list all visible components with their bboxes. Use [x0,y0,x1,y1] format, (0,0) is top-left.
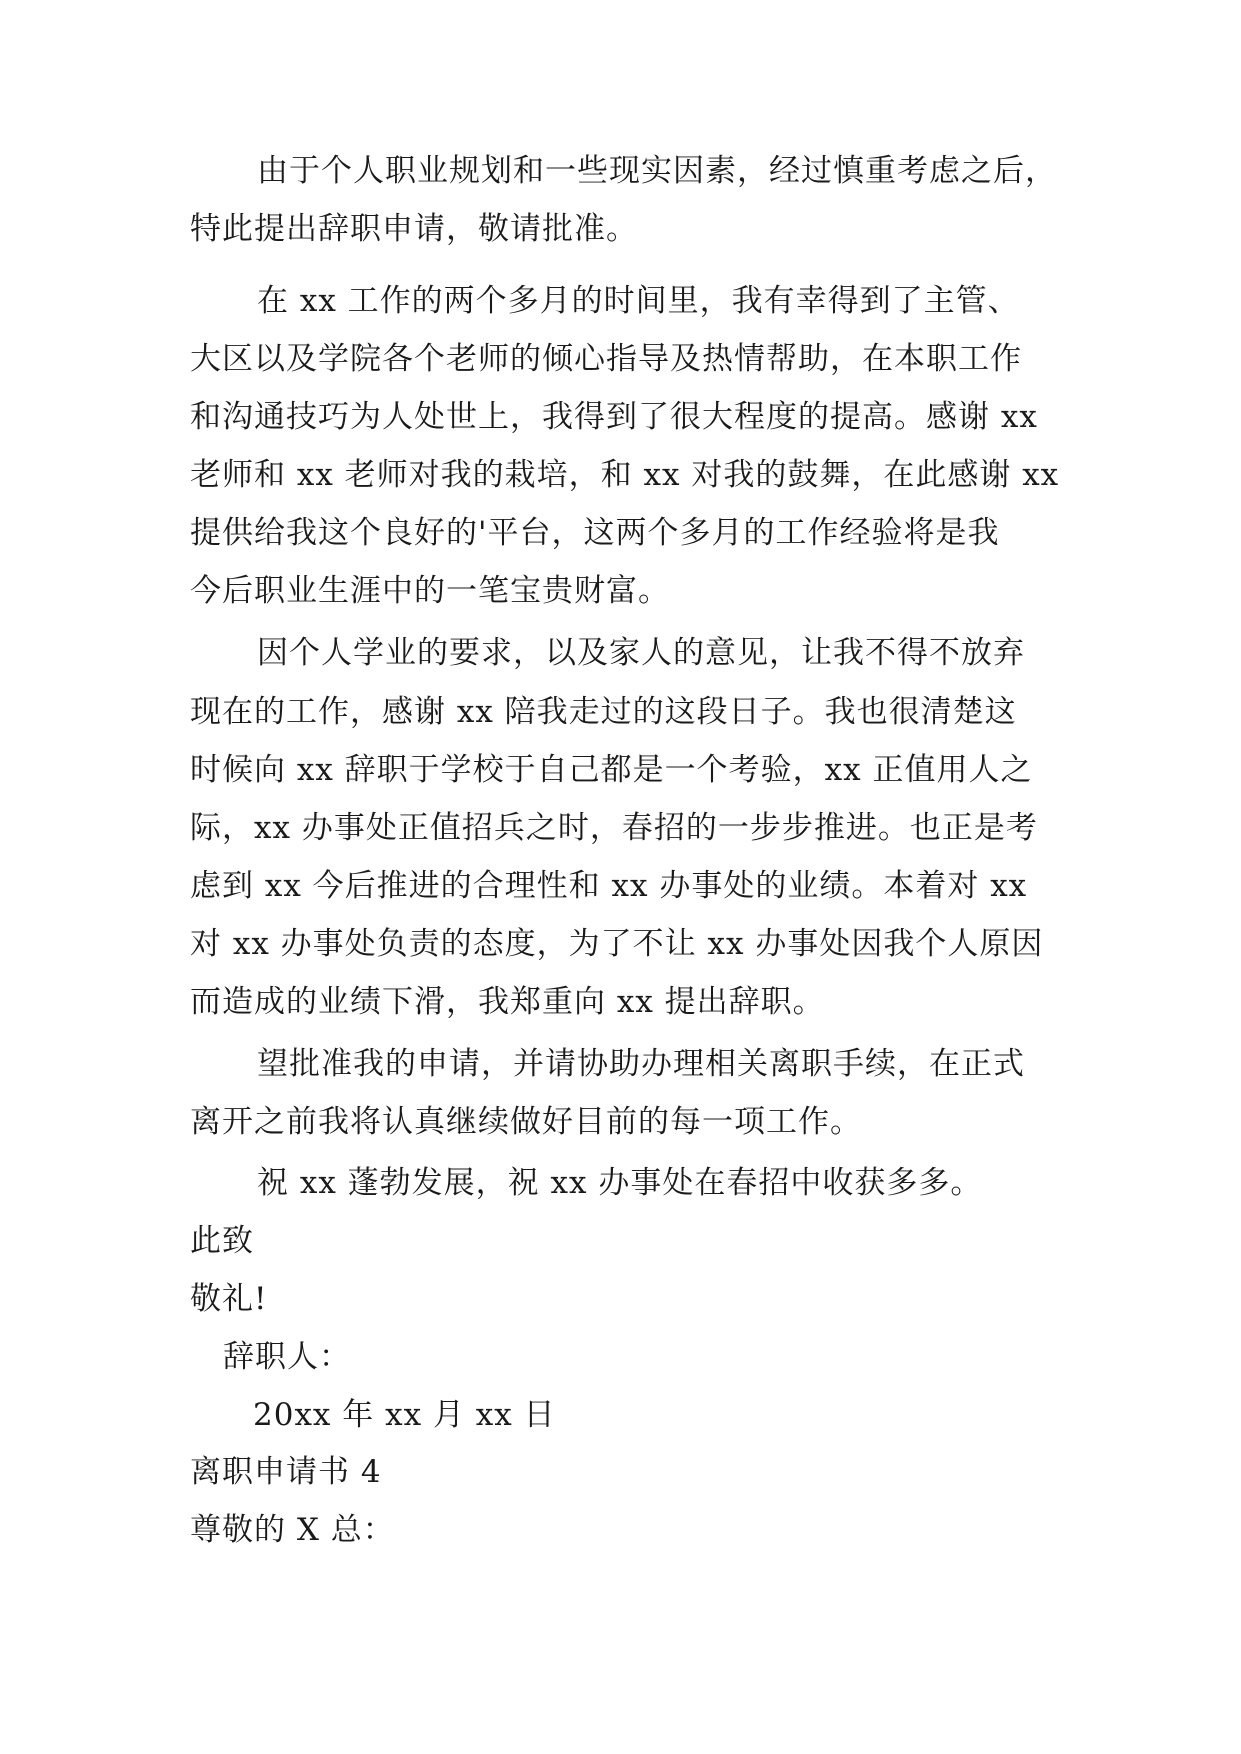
text-line: 对 xx 办事处负责的态度，为了不让 xx 办事处因我个人原因 [190,926,1044,962]
text-line: 特此提出辞职申请，敬请批准。 [190,211,638,247]
text-line: 20xx 年 xx 月 xx 日 [253,1397,556,1433]
text-line: 离职申请书 4 [190,1454,382,1490]
text-line: 和沟通技巧为人处世上，我得到了很大程度的提高。感谢 xx [190,399,1038,435]
text-line: 时候向 xx 辞职于学校于自己都是一个考验，xx 正值用人之 [190,752,1033,788]
text-line: 在 xx 工作的两个多月的时间里，我有幸得到了主管、 [257,283,1020,319]
text-line: 因个人学业的要求，以及家人的意见，让我不得不放弃 [257,635,1025,671]
text-line: 现在的工作，感谢 xx 陪我走过的这段日子。我也很清楚这 [190,694,1017,730]
text-line: 望批准我的申请，并请协助办理相关离职手续，在正式 [257,1046,1025,1082]
text-line: 提供给我这个良好的'平台，这两个多月的工作经验将是我 [190,515,1000,551]
text-line: 今后职业生涯中的一笔宝贵财富。 [190,573,670,609]
text-line: 虑到 xx 今后推进的合理性和 xx 办事处的业绩。本着对 xx [190,868,1028,904]
text-line: 祝 xx 蓬勃发展，祝 xx 办事处在春招中收获多多。 [257,1165,983,1201]
text-line: 尊敬的 X 总： [190,1512,395,1548]
text-line: 大区以及学院各个老师的倾心指导及热情帮助，在本职工作 [190,341,1022,377]
text-line: 离开之前我将认真继续做好目前的每一项工作。 [190,1104,862,1140]
text-line: 辞职人： [223,1339,351,1375]
text-line: 敬礼! [190,1281,268,1317]
text-line: 由于个人职业规划和一些现实因素，经过慎重考虑之后， [257,153,1057,189]
text-line: 此致 [190,1223,254,1259]
text-line: 老师和 xx 老师对我的栽培，和 xx 对我的鼓舞，在此感谢 xx [190,457,1060,493]
text-line: 际，xx 办事处正值招兵之时，春招的一步步推进。也正是考 [190,810,1038,846]
text-line: 而造成的业绩下滑，我郑重向 xx 提出辞职。 [190,984,825,1020]
